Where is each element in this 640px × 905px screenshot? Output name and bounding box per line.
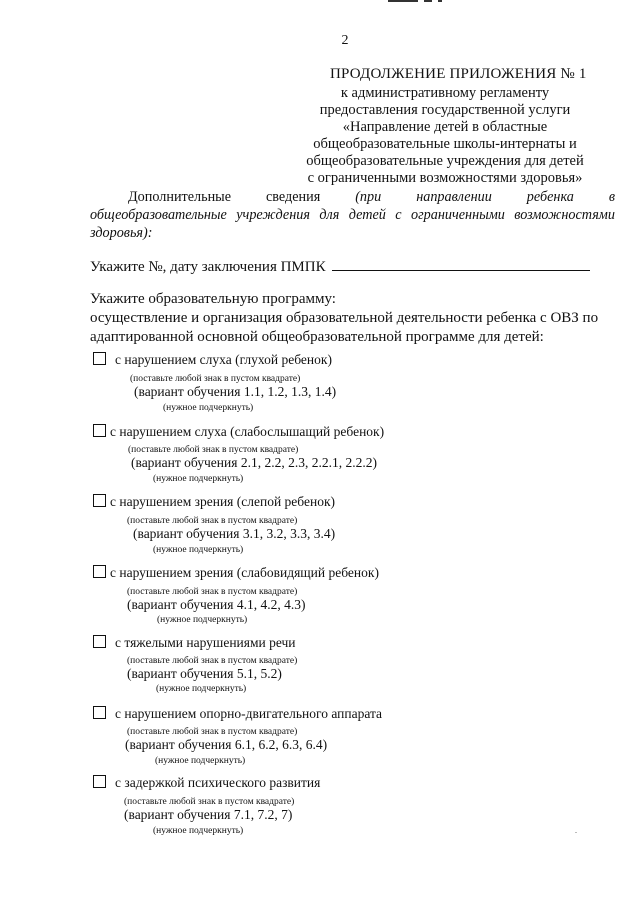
option-hint: (поставьте любой знак в пустом квадрате): [128, 445, 299, 455]
option-note: (нужное подчеркнуть): [156, 684, 247, 694]
option-variant: (вариант обучения 2.1, 2.2, 2.3, 2.2.1, 2.2.2): [131, 455, 377, 470]
intro-word: Дополнительные: [128, 189, 232, 205]
checkbox[interactable]: [93, 635, 106, 648]
option-variant: (вариант обучения 6.1, 6.2, 6.3, 6.4): [125, 737, 328, 752]
option-hint: (поставьте любой знак в пустом квадрате): [130, 374, 301, 384]
pmpk-input-line[interactable]: [332, 256, 590, 271]
intro-word: в: [608, 189, 615, 205]
option-note: (нужное подчеркнуть): [163, 403, 254, 413]
header-line: с ограниченными возможностями здоровья»: [307, 170, 583, 186]
option-label-row: [93, 775, 320, 791]
option-note: (нужное подчеркнуть): [153, 826, 244, 836]
option-note: (нужное подчеркнуть): [157, 615, 248, 625]
scan-top-mark: [388, 0, 468, 3]
program-heading: Укажите образовательную программу:: [90, 291, 336, 307]
option-label-row: [93, 494, 335, 510]
option-label-row: [93, 565, 379, 581]
intro-word: сведения: [265, 189, 321, 205]
option-hint: (поставьте любой знак в пустом квадрате): [127, 516, 298, 526]
option-variant: (вариант обучения 1.1, 1.2, 1.3, 1.4): [134, 384, 337, 399]
scan-speck: [575, 832, 577, 833]
option-note: (нужное подчеркнуть): [153, 545, 244, 555]
option-note: (нужное подчеркнуть): [153, 474, 244, 484]
option-label: с тяжелыми нарушениями речи: [115, 635, 296, 650]
program-block: [90, 290, 598, 347]
intro-word: для: [319, 207, 340, 223]
intro-word: здоровья):: [90, 225, 153, 241]
checkbox[interactable]: [93, 352, 106, 365]
checkbox[interactable]: [93, 775, 106, 788]
intro-word: направлении: [416, 189, 492, 205]
pmpk-label: Укажите №, дату заключения ПМПК: [90, 259, 326, 275]
option-hint: (поставьте любой знак в пустом квадрате): [127, 727, 298, 737]
option-label: с нарушением опорно-двигательного аппарата: [115, 706, 383, 721]
option-label: с нарушением слуха (слабослышащий ребенок): [110, 424, 385, 439]
option-label-row: [93, 635, 296, 651]
checkbox[interactable]: [93, 494, 106, 507]
page-number: 2: [341, 33, 349, 48]
additional-info-paragraph: [90, 188, 615, 242]
appendix-title: ПРОДОЛЖЕНИЕ ПРИЛОЖЕНИЯ № 1: [330, 66, 587, 82]
intro-word: (при: [355, 189, 382, 205]
option-hint: (поставьте любой знак в пустом квадрате): [127, 587, 298, 597]
option-note: (нужное подчеркнуть): [155, 756, 246, 766]
checkbox[interactable]: [93, 706, 106, 719]
intro-word: ограниченными: [411, 207, 505, 223]
option-label: с нарушением зрения (слабовидящий ребенок): [110, 565, 379, 580]
header-line: общеобразовательные учреждения для детей: [306, 153, 584, 169]
intro-word: учреждения: [236, 207, 310, 223]
option-label-row: [93, 424, 384, 440]
option-label: с нарушением слуха (глухой ребенок): [115, 352, 332, 367]
intro-word: ребенка: [526, 189, 574, 205]
intro-word: общеобразовательные: [90, 207, 227, 223]
option-label-row: [93, 706, 382, 722]
header-line: к административному регламенту: [340, 85, 550, 101]
option-hint: (поставьте любой знак в пустом квадрате): [124, 797, 295, 807]
option-label-row: [93, 352, 332, 368]
header-line: «Направление детей в областные: [342, 119, 548, 135]
intro-word: детей: [348, 207, 386, 223]
intro-word: возможностями: [514, 207, 615, 223]
option-label: с нарушением зрения (слепой ребенок): [110, 494, 336, 509]
pmpk-field-row: [90, 256, 590, 276]
header-line: предоставления государственной услуги: [319, 102, 571, 118]
header-line: общеобразовательные школы-интернаты и: [313, 136, 577, 152]
program-text: адаптированной основной общеобразовательной программе для детей:: [90, 329, 544, 345]
program-text: осуществление и организация образовательной деятельности ребенка с ОВЗ по: [90, 310, 599, 326]
option-variant: (вариант обучения 3.1, 3.2, 3.3, 3.4): [133, 526, 336, 541]
checkbox[interactable]: [93, 565, 106, 578]
option-label: с задержкой психического развития: [115, 775, 321, 790]
option-variant: (вариант обучения 4.1, 4.2, 4.3): [127, 597, 306, 612]
intro-word: с: [395, 207, 402, 223]
checkbox[interactable]: [93, 424, 106, 437]
option-variant: (вариант обучения 5.1, 5.2): [127, 666, 282, 681]
option-hint: (поставьте любой знак в пустом квадрате): [127, 656, 298, 666]
option-variant: (вариант обучения 7.1, 7.2, 7): [124, 807, 293, 822]
